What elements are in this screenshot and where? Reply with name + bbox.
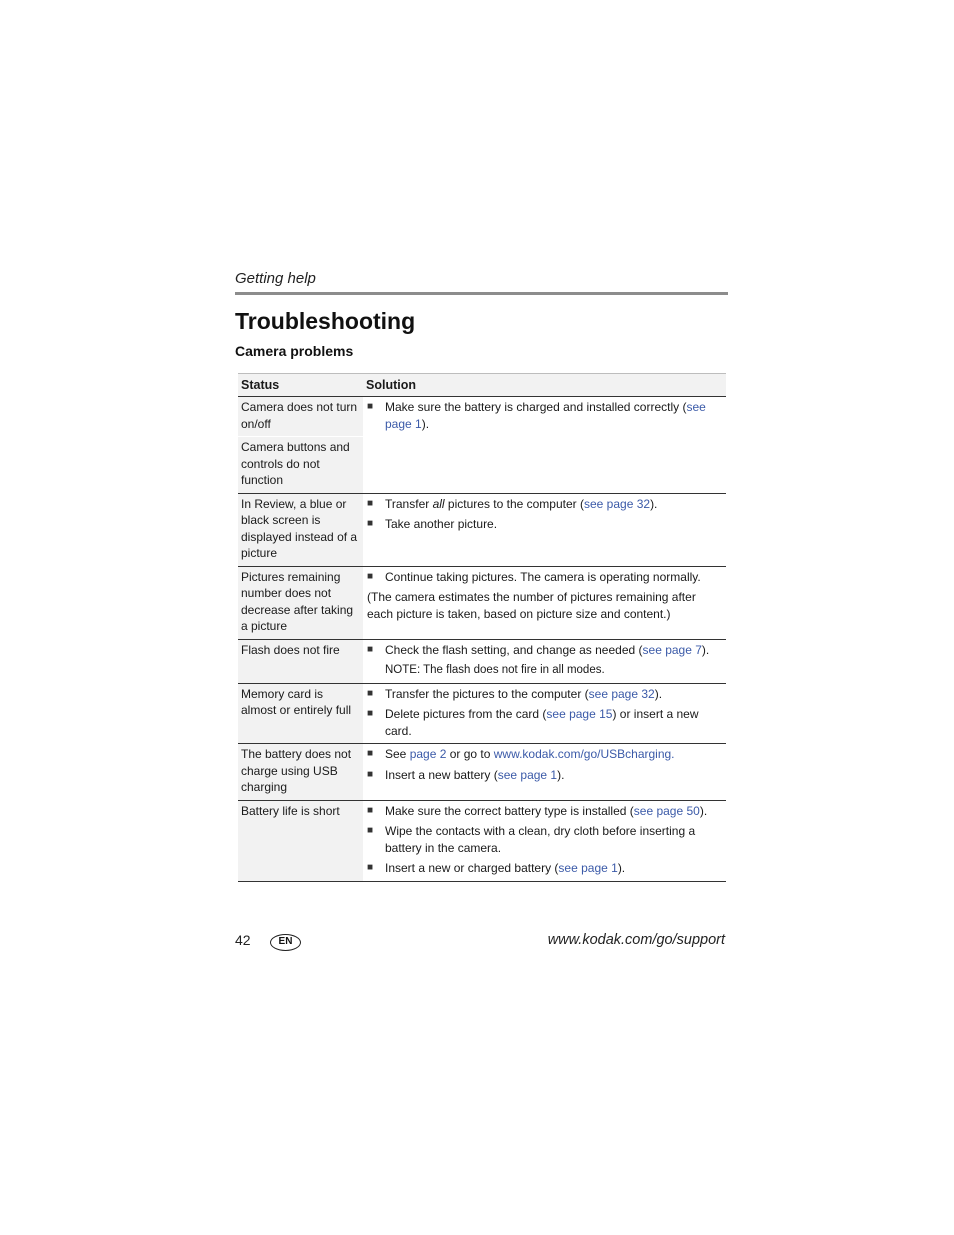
page-title: Troubleshooting [235, 308, 416, 334]
status-column [238, 684, 363, 744]
solution-bullet [367, 569, 722, 586]
square-bullet-icon: ■ [367, 518, 374, 529]
solution-cell [363, 801, 726, 881]
solution-text: Insert a new or charged battery ( [385, 861, 559, 875]
solution-cell [363, 397, 726, 493]
square-bullet-icon: ■ [367, 748, 374, 759]
solution-paragraph [367, 589, 722, 622]
solution-bullet [367, 706, 722, 739]
section-subtitle: Camera problems [235, 343, 354, 359]
solution-text: Check the flash setting, and change as needed ( [385, 642, 643, 657]
status-column [238, 801, 363, 881]
status-column [238, 744, 363, 800]
page-reference-link[interactable]: see page 32 [588, 686, 655, 701]
solution-text: ). [701, 642, 710, 657]
solution-bullet [367, 399, 722, 432]
square-bullet-icon: ■ [367, 401, 374, 412]
square-bullet-icon: ■ [367, 643, 374, 655]
solution-bullet [367, 496, 722, 513]
solution-bullet [367, 686, 722, 703]
square-bullet-icon: ■ [367, 687, 374, 699]
troubleshooting-table [238, 373, 726, 882]
status-cell: Battery life is short [241, 803, 340, 818]
language-badge: EN [270, 934, 301, 951]
support-url[interactable]: www.kodak.com/go/support [547, 932, 725, 948]
solution-text: Transfer the pictures to the computer ( [385, 686, 589, 701]
solution-bullet [367, 860, 722, 877]
square-bullet-icon: ■ [367, 862, 374, 873]
status-cell: Memory card is almost or entirely full [241, 686, 352, 717]
solution-text: Make sure the battery is charged and installed correctly ( [385, 400, 687, 414]
status-cell: Camera does not turn on/off [241, 400, 358, 431]
solution-text: ). [421, 416, 430, 431]
solution-text: ). [617, 861, 626, 875]
square-bullet-icon: ■ [367, 825, 374, 836]
solution-text: Insert a new battery ( [385, 767, 498, 782]
table-body [238, 397, 726, 882]
solution-text: ). [557, 767, 565, 782]
solution-cell [363, 744, 726, 800]
solution-text: Make sure the correct battery type is installed ( [385, 803, 634, 818]
status-cell: The battery does not charge using USB charging [241, 747, 352, 794]
solution-text: all [432, 496, 445, 511]
square-bullet-icon: ■ [367, 804, 374, 816]
page-reference-link[interactable]: see page 1 [385, 400, 706, 431]
solution-bullet [367, 767, 722, 784]
status-column [238, 494, 363, 566]
table-row [238, 640, 726, 684]
solution-bullet [367, 823, 722, 856]
table-row [238, 567, 726, 640]
solution-text: See [385, 747, 410, 761]
square-bullet-icon: ■ [367, 768, 374, 780]
square-bullet-icon: ■ [367, 708, 374, 719]
square-bullet-icon: ■ [367, 497, 374, 509]
section-label: Getting help [235, 270, 316, 287]
column-header-solution: Solution [366, 378, 416, 392]
solution-text: Continue taking pictures. The camera is operating normally. [385, 569, 701, 584]
square-bullet-icon: ■ [367, 570, 374, 582]
status-cell: Pictures remaining number does not decrease after taking a picture [241, 569, 354, 633]
solution-bullet [367, 803, 722, 820]
solution-text: ) or insert a new card. [385, 707, 699, 738]
solution-note [385, 662, 722, 679]
table-row [238, 801, 726, 882]
solution-text: Delete pictures from the card ( [385, 707, 547, 721]
page-reference-link[interactable]: see page 32 [584, 496, 651, 511]
page-reference-link[interactable]: see page 50 [633, 803, 700, 818]
solution-text: or go to [446, 747, 494, 761]
status-cell: Camera buttons and controls do not function [238, 436, 363, 493]
column-header-status: Status [241, 378, 280, 392]
status-column [238, 640, 363, 683]
solution-bullet [367, 746, 722, 763]
solution-text: Transfer [385, 496, 433, 511]
solution-cell [363, 494, 726, 566]
page-reference-link[interactable]: page 2 [409, 747, 447, 761]
solution-text: ). [654, 686, 663, 701]
solution-text: Wipe the contacts with a clean, dry cloth before inserting a battery in the camera. [385, 824, 696, 855]
page-reference-link[interactable]: see page 1 [558, 861, 618, 875]
solution-bullet [367, 516, 722, 533]
table-row [238, 684, 726, 745]
solution-text: Take another picture. [385, 517, 498, 531]
status-cell: Flash does not fire [241, 642, 340, 657]
status-column [238, 567, 363, 639]
table-row [238, 397, 726, 494]
table-header [238, 373, 726, 397]
solution-text: NOTE: The flash does not fire in all modes. [385, 664, 605, 676]
solution-text: ). [650, 496, 658, 511]
table-row [238, 744, 726, 801]
solution-text: pictures to the computer ( [444, 496, 584, 511]
page-number: 42 [235, 932, 251, 948]
page-reference-link[interactable]: www.kodak.com/go/USBcharging. [493, 747, 675, 761]
solution-cell [363, 567, 726, 639]
solution-text: ). [699, 803, 708, 818]
status-column [238, 397, 363, 493]
page-reference-link[interactable]: see page 15 [546, 707, 613, 721]
page-reference-link[interactable]: see page 1 [497, 767, 558, 782]
header-rule [235, 292, 728, 295]
status-cell: In Review, a blue or black screen is displayed instead of a picture [241, 496, 358, 560]
table-row [238, 494, 726, 567]
page-reference-link[interactable]: see page 7 [642, 642, 702, 657]
solution-cell [363, 684, 726, 744]
solution-cell [363, 640, 726, 683]
solution-text: (The camera estimates the number of pictures remaining after each picture is taken, based on picture size and content.) [367, 590, 696, 621]
solution-bullet [367, 642, 722, 659]
